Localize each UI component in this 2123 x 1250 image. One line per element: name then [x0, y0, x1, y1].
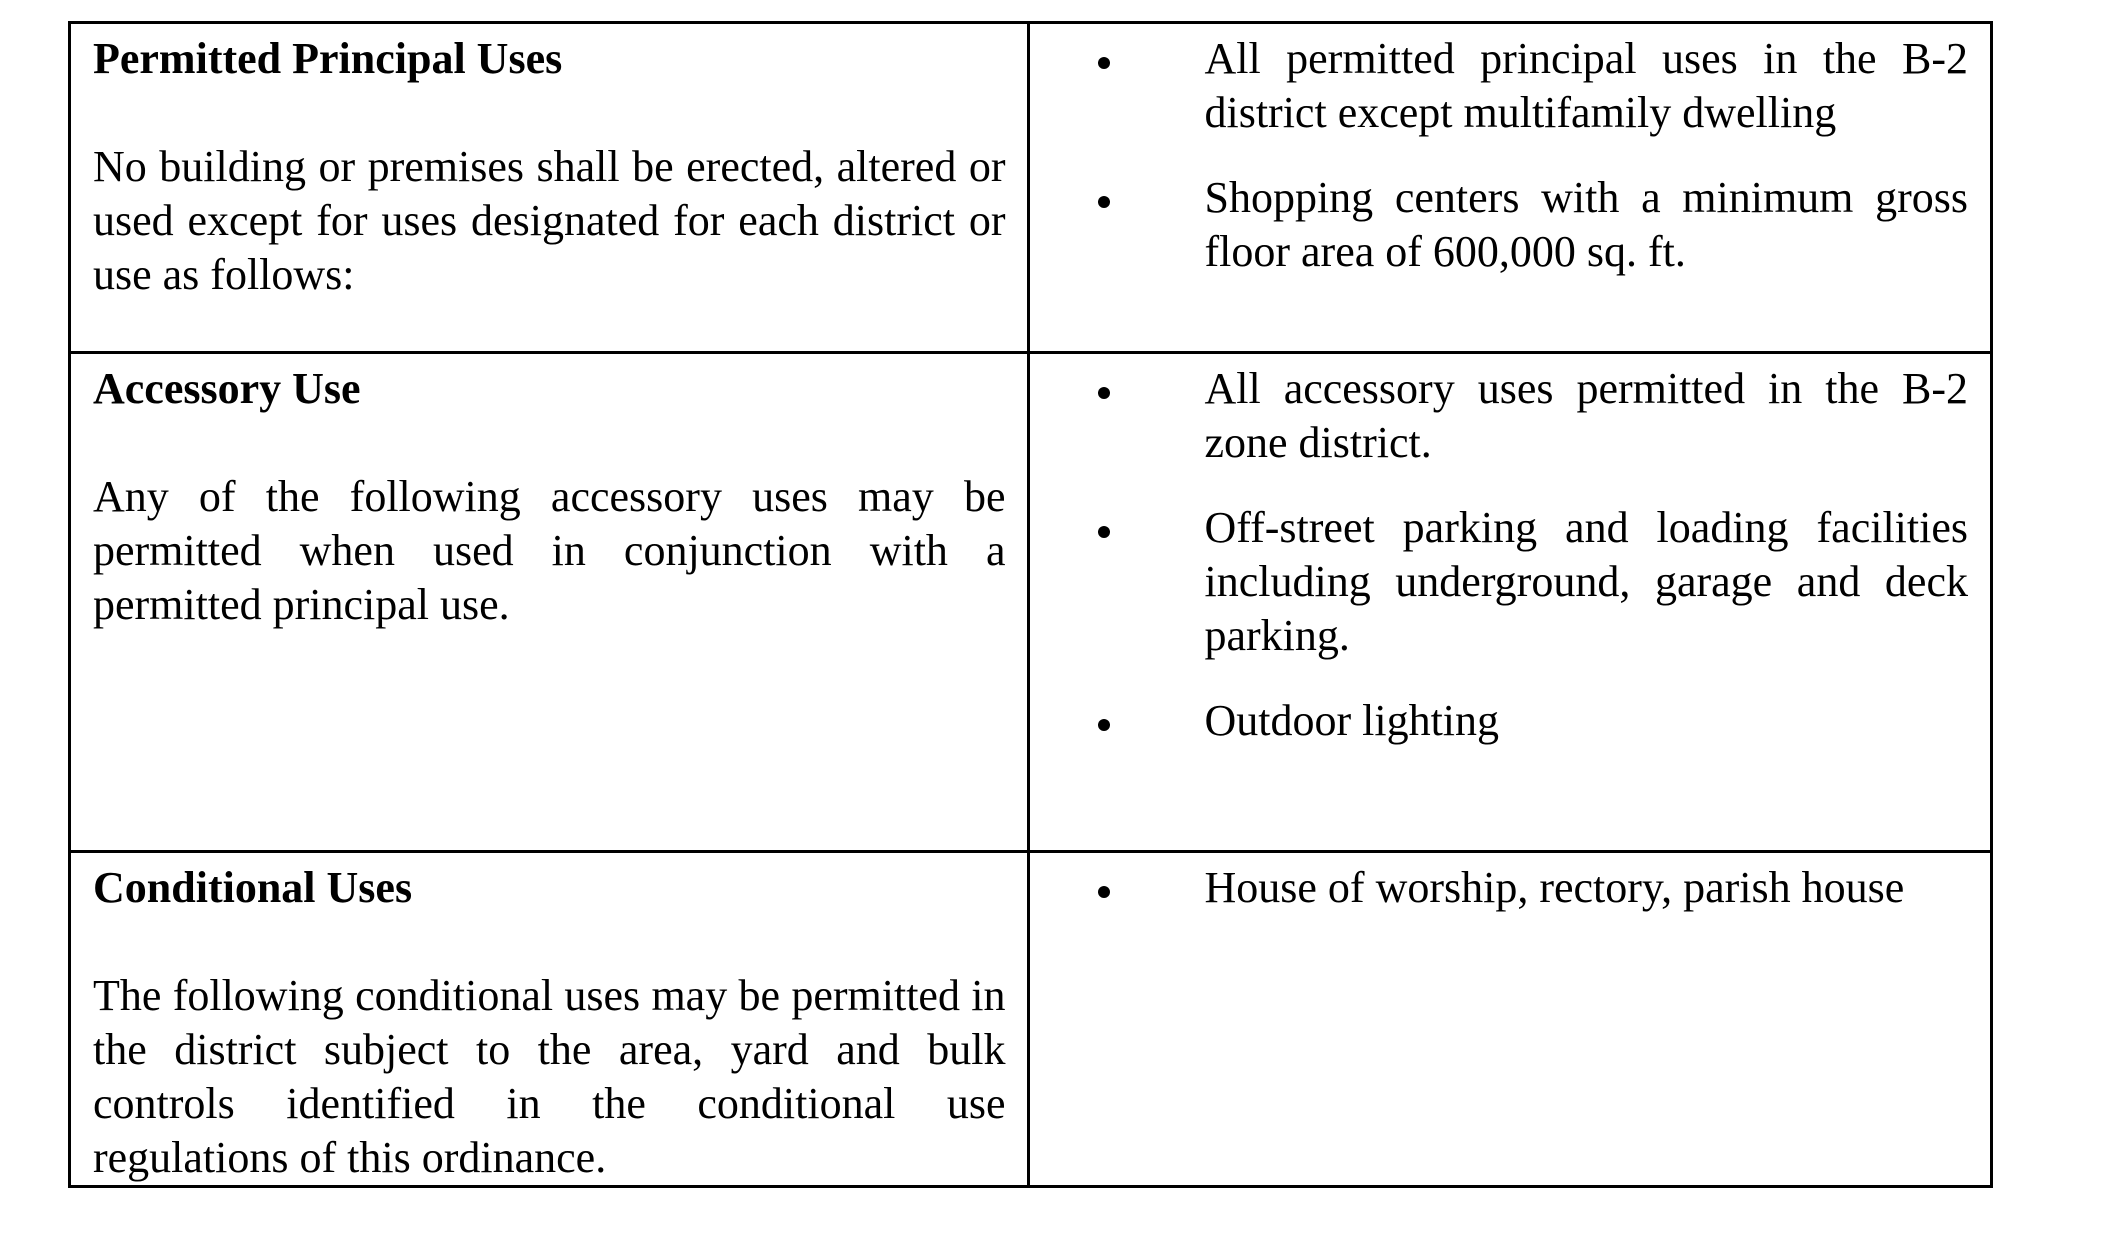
- bullet-icon: [1098, 886, 1110, 898]
- list-item: [1030, 694, 1968, 748]
- bullet-icon: [1098, 57, 1110, 69]
- bullet-icon: [1098, 719, 1110, 731]
- row-heading: Permitted Principal Uses: [93, 34, 563, 83]
- uses-list: [1030, 861, 1968, 915]
- list-item-text: Outdoor lighting: [1204, 696, 1500, 745]
- uses-cell: [1029, 353, 1992, 852]
- row-heading: Accessory Use: [93, 364, 361, 413]
- table-row-accessory-use: [70, 353, 1992, 852]
- list-item: [1030, 362, 1968, 470]
- uses-cell: [1029, 23, 1992, 353]
- row-description: The following conditional uses may be permitted in the district subject to the area, yard and bulk controls identified in the conditional use regulations of this ordinance.: [93, 971, 1006, 1182]
- bullet-icon: [1098, 526, 1110, 538]
- uses-cell: [1029, 852, 1992, 1187]
- uses-list: [1030, 32, 1968, 279]
- category-cell: [70, 852, 1029, 1187]
- list-item-text: House of worship, rectory, parish house: [1204, 863, 1905, 912]
- row-description: No building or premises shall be erected, altered or used except for uses designated for each district or use as follows:: [93, 142, 1006, 299]
- zoning-uses-table: [68, 21, 1993, 1188]
- table-row-conditional-uses: [70, 852, 1992, 1187]
- list-item: [1030, 501, 1968, 663]
- category-cell: [70, 23, 1029, 353]
- list-item-text: Shopping centers with a minimum gross floor area of 600,000 sq. ft.: [1204, 173, 1968, 276]
- row-description: Any of the following accessory uses may be permitted when used in conjunction with a permitted principal use.: [93, 472, 1006, 629]
- uses-list: [1030, 362, 1968, 748]
- list-item: [1030, 171, 1968, 279]
- table-row-permitted-principal-uses: [70, 23, 1992, 353]
- list-item-text: Off-street parking and loading facilities including underground, garage and deck parking.: [1204, 503, 1968, 660]
- category-cell: [70, 353, 1029, 852]
- list-item: [1030, 861, 1968, 915]
- row-heading: Conditional Uses: [93, 863, 413, 912]
- list-item-text: All permitted principal uses in the B-2 district except multifamily dwelling: [1204, 34, 1968, 137]
- list-item-text: All accessory uses permitted in the B-2 zone district.: [1204, 364, 1968, 467]
- list-item: [1030, 32, 1968, 140]
- bullet-icon: [1098, 387, 1110, 399]
- bullet-icon: [1098, 196, 1110, 208]
